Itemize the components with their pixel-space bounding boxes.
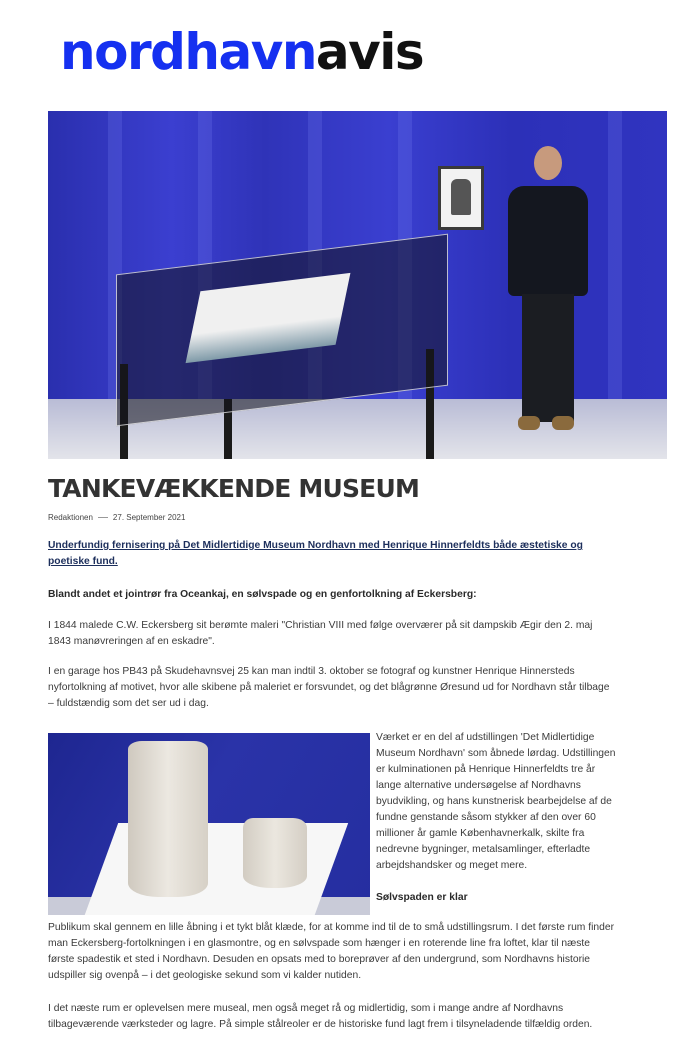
person-torso [508,186,588,296]
curtain-fold [608,111,622,399]
article-meta [48,513,185,522]
paragraph-2: I en garage hos PB43 på Skudehavnsvej 25 kan man indtil 3. oktober se fotograf og kunstner Henrique Hinnersteds nyfortolkning af motivet, hvor alle skibene på maleriet er forsvundet, og det blågrønne Øresund ud for Nordhavn står tilbage – fuldstændig som det ser ud i dag. [48,666,610,709]
drill-cores-image [48,733,370,915]
logo-part-avis: avis [315,23,424,81]
paragraph-4: I det næste rum er oplevelsen mere museal, men også meget rå og midlertidig, som i mange andre af Nordhavns tilbageværende værksteder og lagre. På simple stålreoler er de historiske fund lagt frem i tilsyneladende tilfældig orden. [48,1003,593,1030]
hero-image [48,111,667,459]
author-link[interactable]: Redaktionen [48,513,93,522]
meta-divider [98,517,108,518]
paragraph-1: I 1844 malede C.W. Eckersberg sit berømte maleri "Christian VIII med følge overværer på sit dampskib Ægir den 2. maj 1843 manøvreringen af en eskadre". [48,620,593,647]
tall-drill-core [128,741,208,897]
publish-date: 27. September 2021 [112,513,186,522]
white-plinth [82,823,348,915]
person-legs [522,294,574,422]
person-head [534,146,562,180]
side-paragraph-block [376,730,616,906]
short-drill-core [243,818,307,888]
section-heading: Sølvspaden er klar [376,892,468,903]
side-paragraph: Værket er en del af udstillingen 'Det Midlertidige Museum Nordhavn' som åbnede lørdag. Udstillingen er kulminationen på Henrique Hinnerfeldts tre år lange alternative undersøgelse af Nordhavns byudvikling, og hans kunstnerisk bearbejdelse af de fundne genstande såsom stykker af den over 60 millioner år gamle Københavnerkalk, skilte fra nedrevne bygninger, metalsamlinger, efterladte arbejdshandsker og meget mere. [376,732,616,871]
logo-part-nordhavn: nordhavn [60,23,316,81]
person [500,146,595,436]
framed-picture [438,166,484,230]
paragraph-3: Publikum skal gennem en lille åbning i et tykt blåt klæde, for at komme ind til de to små udstillingsrum. I det første rum finder man Eckersberg-fortolkningen i en glasmontre, og en sølvspade som hænger i en roterende line fra loftet, klar til næste første spadestik et sted i Nordhavn. Desuden en opsats med to boreprøver af den undergrund, som Nordhavns historie udspiller sig ovenpå – i det geologiske sekund som vi kalder nutiden. [48,922,615,981]
shoe [552,416,574,430]
site-logo[interactable] [60,22,423,82]
article-title: TANKEVÆKKENDE MUSEUM [48,474,420,503]
article-subheading: Blandt andet et jointrør fra Oceankaj, en sølvspade og en genfortolkning af Eckersberg: [48,589,477,600]
article-lead-link[interactable]: Underfundig fernisering på Det Midlertidige Museum Nordhavn med Henrique Hinnerfeldts både æstetiske og poetiske fund. [48,540,583,567]
shoe [518,416,540,430]
